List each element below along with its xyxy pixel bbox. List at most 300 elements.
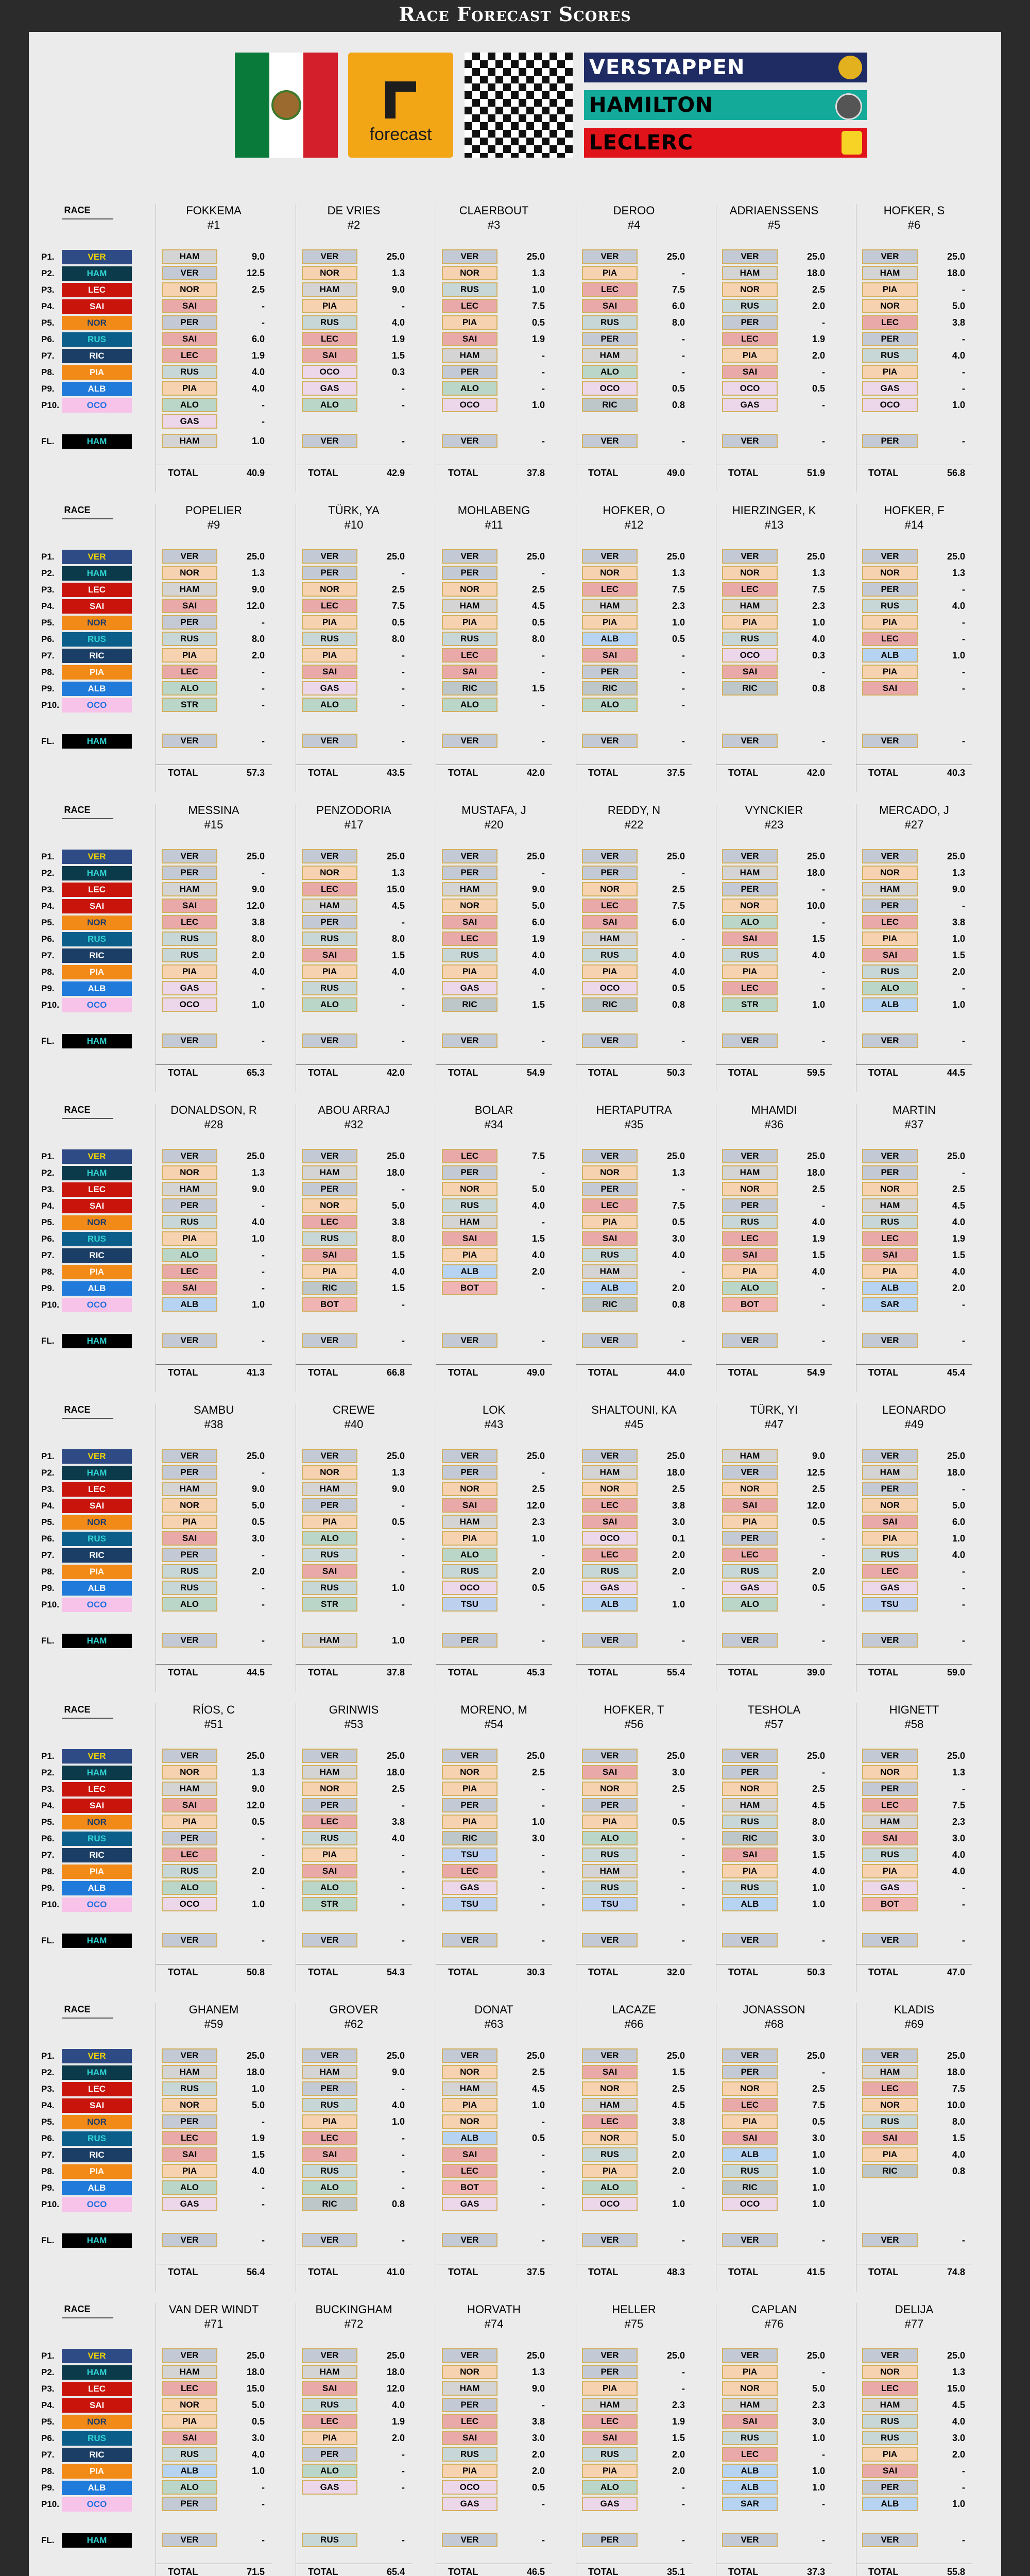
prediction-row	[722, 2131, 825, 2145]
position-label: P1.	[41, 852, 55, 861]
fastest-lap-points: -	[262, 1335, 265, 1346]
prediction-points: 25.0	[386, 1751, 405, 1761]
prediction-row	[582, 365, 685, 379]
prediction-points: -	[542, 2149, 545, 2160]
player-number: #43	[484, 1418, 504, 1431]
player-name: ADRIAENSSENS	[729, 204, 819, 217]
predicted-driver: PIA	[442, 1248, 497, 1262]
predicted-driver: TSU	[442, 1848, 497, 1862]
predicted-driver: RUS	[582, 1564, 638, 1579]
prediction-row	[862, 2164, 965, 2178]
total-row	[156, 1064, 272, 1080]
fastest-lap-points: -	[262, 1635, 265, 1646]
predicted-driver: HAM	[162, 582, 217, 597]
prediction-row	[162, 1548, 265, 1562]
prediction-row	[862, 1581, 965, 1595]
prediction-points: 9.0	[812, 1451, 825, 1461]
prediction-row	[162, 266, 265, 280]
prediction-row	[302, 1465, 405, 1480]
prediction-points: -	[262, 1599, 265, 1609]
position-label: P9.	[41, 984, 55, 993]
prediction-points: 4.0	[672, 950, 685, 960]
prediction-row	[162, 1848, 265, 1862]
prediction-points: -	[542, 1850, 545, 1860]
position-label: P5.	[41, 1817, 55, 1827]
prediction-points: -	[962, 667, 965, 677]
player-column	[436, 2003, 552, 2292]
predicted-driver: VER	[162, 549, 217, 564]
predicted-driver: HAM	[862, 1465, 918, 1480]
fastest-lap-points: -	[262, 1935, 265, 1945]
fastest-lap-row	[442, 734, 545, 748]
prediction-points: 12.0	[246, 601, 265, 611]
fastest-lap-label: FL.	[41, 436, 55, 446]
race-label: RACE	[64, 1404, 91, 1415]
total-label: TOTAL	[588, 1667, 619, 1677]
prediction-row	[582, 915, 685, 929]
race-driver-cell: VER	[62, 1449, 132, 1464]
prediction-points: 4.5	[672, 2100, 685, 2110]
prediction-points: -	[682, 2482, 685, 2493]
predicted-driver: LEC	[302, 2131, 357, 2145]
prediction-row	[302, 2098, 405, 2112]
predicted-driver: SAI	[582, 915, 638, 929]
prediction-points: -	[402, 2149, 405, 2160]
prediction-row	[862, 1449, 965, 1463]
total-label: TOTAL	[588, 2567, 619, 2576]
player-number: #12	[624, 518, 644, 531]
predicted-driver: PER	[302, 2081, 357, 2096]
prediction-points: -	[822, 2499, 825, 2509]
player-name: SAMBU	[193, 1403, 234, 1416]
prediction-points: 1.9	[812, 334, 825, 344]
total-row	[156, 2264, 272, 2279]
prediction-points: 3.0	[952, 1833, 965, 1843]
fastest-lap-driver: VER	[582, 1933, 638, 1947]
prediction-row	[862, 2497, 965, 2511]
predicted-driver: SAI	[302, 1248, 357, 1262]
prediction-points: 25.0	[947, 1451, 965, 1461]
prediction-row	[442, 1182, 545, 1196]
race-driver-cell: RUS	[62, 332, 132, 347]
prediction-row	[162, 1782, 265, 1796]
predicted-driver: LEC	[862, 2081, 918, 2096]
prediction-points: -	[542, 650, 545, 660]
prediction-row	[582, 1198, 685, 1213]
prediction-points: -	[262, 2199, 265, 2209]
prediction-row	[162, 915, 265, 929]
prediction-row	[862, 1231, 965, 1246]
total-value: 40.3	[947, 768, 965, 778]
fastest-lap-points: -	[682, 1935, 685, 1945]
predicted-driver: RIC	[722, 1831, 778, 1845]
prediction-row	[442, 2480, 545, 2495]
predicted-driver: NOR	[442, 1482, 497, 1496]
total-value: 48.3	[666, 2267, 685, 2277]
fastest-lap-row	[862, 1933, 965, 1947]
total-value: 66.8	[386, 1367, 405, 1378]
predicted-driver: LEC	[442, 2164, 497, 2178]
total-label: TOTAL	[448, 1067, 478, 1078]
predicted-driver: PER	[862, 332, 918, 346]
prediction-row	[722, 1165, 825, 1180]
prediction-points: -	[682, 868, 685, 878]
fastest-lap-row	[862, 734, 965, 748]
race-driver-cell: VER	[62, 850, 132, 864]
prediction-row	[442, 1231, 545, 1246]
predicted-driver: PER	[722, 1531, 778, 1546]
prediction-row	[582, 964, 685, 979]
prediction-points: 18.0	[806, 268, 825, 278]
prediction-points: 2.3	[812, 2400, 825, 2410]
race-label: RACE	[64, 505, 91, 515]
predicted-driver: HAM	[582, 599, 638, 613]
predicted-driver: VER	[722, 849, 778, 863]
prediction-points: 1.0	[812, 2182, 825, 2193]
prediction-row	[442, 549, 545, 564]
predicted-driver: SAI	[582, 1515, 638, 1529]
prediction-points: 1.0	[812, 2482, 825, 2493]
predicted-driver: SAI	[302, 665, 357, 679]
predicted-driver: PIA	[162, 381, 217, 396]
player-name: SHALTOUNI, KA	[591, 1403, 677, 1416]
prediction-points: 1.3	[672, 568, 685, 578]
total-label: TOTAL	[868, 1367, 899, 1378]
predicted-driver: PER	[162, 1831, 217, 1845]
predicted-driver: VER	[722, 1465, 778, 1480]
prediction-row	[162, 948, 265, 962]
prediction-points: -	[262, 617, 265, 628]
fastest-lap-row	[582, 1633, 685, 1648]
prediction-points: 25.0	[666, 1151, 685, 1161]
predicted-driver: GAS	[302, 381, 357, 396]
prediction-points: 4.5	[531, 2083, 545, 2094]
predicted-driver: PIA	[582, 2381, 638, 2396]
predicted-driver: PER	[442, 866, 497, 880]
fastest-lap-points: -	[962, 1335, 965, 1346]
prediction-points: -	[962, 983, 965, 993]
total-row	[296, 1064, 412, 1080]
prediction-points: 1.3	[391, 268, 405, 278]
prediction-points: 2.0	[251, 650, 265, 660]
prediction-row	[302, 249, 405, 264]
prediction-points: 2.0	[952, 967, 965, 977]
predicted-driver: PER	[162, 1548, 217, 1562]
prediction-row	[862, 1531, 965, 1546]
predicted-driver: PIA	[442, 615, 497, 630]
prediction-points: 18.0	[246, 2067, 265, 2077]
prediction-row	[862, 931, 965, 946]
prediction-points: 1.0	[672, 2199, 685, 2209]
prediction-row	[862, 381, 965, 396]
prediction-row	[722, 1515, 825, 1529]
prediction-points: -	[682, 1899, 685, 1909]
prediction-row	[722, 1880, 825, 1895]
prediction-row	[582, 1449, 685, 1463]
total-label: TOTAL	[868, 2267, 899, 2277]
predicted-driver: RUS	[722, 1564, 778, 1579]
prediction-row	[442, 1281, 545, 1295]
prediction-points: 1.0	[812, 1883, 825, 1893]
prediction-row	[302, 681, 405, 696]
prediction-row	[302, 882, 405, 896]
position-label: P3.	[41, 885, 55, 894]
total-value: 44.5	[246, 1667, 265, 1677]
fastest-lap-points: -	[402, 736, 405, 746]
predicted-driver: SAI	[582, 2065, 638, 2079]
prediction-row	[302, 315, 405, 330]
predicted-driver: HAM	[722, 599, 778, 613]
total-value: 42.0	[526, 768, 545, 778]
prediction-row	[722, 1248, 825, 1262]
predicted-driver: ALB	[722, 2464, 778, 2478]
prediction-points: 2.5	[672, 884, 685, 894]
player-column	[576, 1703, 692, 1992]
prediction-row	[582, 698, 685, 712]
prediction-points: 1.9	[391, 2416, 405, 2427]
prediction-row	[862, 299, 965, 313]
prediction-points: 4.5	[391, 901, 405, 911]
player-column	[716, 804, 832, 1092]
predicted-driver: RUS	[442, 948, 497, 962]
prediction-points: -	[402, 667, 405, 677]
prediction-points: 0.5	[531, 617, 545, 628]
predicted-driver: LEC	[722, 332, 778, 346]
prediction-row	[302, 2431, 405, 2445]
predicted-driver: LEC	[862, 1564, 918, 1579]
predicted-driver: PIA	[162, 964, 217, 979]
race-driver-cell: RIC	[62, 1548, 132, 1563]
prediction-row	[722, 566, 825, 580]
prediction-points: -	[962, 1599, 965, 1609]
prediction-points: 6.0	[531, 917, 545, 927]
player-number: #49	[904, 1418, 924, 1431]
fastest-lap-driver: VER	[862, 734, 918, 748]
predicted-driver: ALB	[862, 1281, 918, 1295]
prediction-row	[162, 332, 265, 346]
predicted-driver: PER	[722, 2065, 778, 2079]
prediction-points: -	[402, 983, 405, 993]
player-name: REDDY, N	[607, 804, 661, 817]
prediction-row	[582, 2381, 685, 2396]
total-label: TOTAL	[588, 1067, 619, 1078]
prediction-points: -	[542, 2400, 545, 2410]
prediction-points: -	[682, 367, 685, 377]
fastest-lap-points: -	[262, 2535, 265, 2545]
fastest-lap-driver: VER	[722, 1633, 778, 1648]
predicted-driver: ALB	[582, 1281, 638, 1295]
prediction-points: 5.0	[531, 901, 545, 911]
predicted-driver: NOR	[162, 1765, 217, 1780]
prediction-row	[302, 1531, 405, 1546]
prediction-row	[582, 1264, 685, 1279]
prediction-points: 2.5	[812, 1784, 825, 1794]
prediction-row	[862, 899, 965, 913]
predicted-driver: ALO	[722, 1597, 778, 1612]
total-value: 46.5	[526, 2567, 545, 2576]
prediction-row	[162, 1815, 265, 1829]
prediction-row	[162, 648, 265, 663]
prediction-points: 12.5	[246, 268, 265, 278]
prediction-points: -	[682, 334, 685, 344]
predicted-driver: PIA	[862, 2147, 918, 2162]
predicted-driver: NOR	[442, 2065, 497, 2079]
prediction-points: -	[542, 2499, 545, 2509]
prediction-row	[582, 2197, 685, 2211]
fastest-lap-label: FL.	[41, 1336, 55, 1346]
predicted-driver: RUS	[582, 1248, 638, 1262]
predicted-driver: SAI	[722, 1248, 778, 1262]
prediction-row	[302, 698, 405, 712]
race-legend	[41, 504, 113, 792]
fastest-lap-row	[582, 1333, 685, 1348]
prediction-points: 1.0	[812, 2433, 825, 2443]
prediction-row	[442, 282, 545, 297]
total-separator	[436, 1064, 552, 1065]
prediction-row	[722, 582, 825, 597]
predicted-driver: PER	[162, 1198, 217, 1213]
prediction-points: 2.0	[251, 1866, 265, 1876]
total-separator	[576, 1364, 692, 1365]
prediction-points: -	[402, 2466, 405, 2476]
prediction-row	[162, 1880, 265, 1895]
prediction-points: 25.0	[386, 2350, 405, 2361]
prediction-row	[442, 1897, 545, 1911]
prediction-points: -	[822, 667, 825, 677]
predicted-driver: PER	[582, 665, 638, 679]
prediction-points: 4.0	[251, 967, 265, 977]
predicted-driver: PIA	[582, 1215, 638, 1229]
fastest-lap-driver: VER	[722, 734, 778, 748]
predicted-driver: SAI	[162, 1798, 217, 1812]
prediction-points: 0.8	[812, 683, 825, 693]
predicted-driver: VER	[302, 549, 357, 564]
prediction-points: -	[682, 683, 685, 693]
prediction-points: 25.0	[246, 2350, 265, 2361]
player-name: HORVATH	[467, 2303, 521, 2316]
player-name: CAPLAN	[751, 2303, 797, 2316]
predicted-driver: NOR	[722, 1782, 778, 1796]
prediction-row	[722, 665, 825, 679]
total-label: TOTAL	[168, 468, 198, 478]
predicted-driver: PIA	[862, 615, 918, 630]
predicted-driver: GAS	[442, 2497, 497, 2511]
predicted-driver: PIA	[722, 2114, 778, 2129]
fastest-lap-points: -	[822, 736, 825, 746]
total-value: 45.4	[947, 1367, 965, 1378]
prediction-row	[722, 997, 825, 1012]
player-column	[436, 1703, 552, 1992]
prediction-points: -	[262, 416, 265, 427]
prediction-row	[442, 632, 545, 646]
prediction-row	[162, 414, 265, 429]
predicted-driver: SAI	[302, 1864, 357, 1878]
predicted-driver: NOR	[582, 882, 638, 896]
predicted-driver: LEC	[862, 315, 918, 330]
prediction-row	[442, 2414, 545, 2429]
fastest-lap-driver: VER	[582, 1633, 638, 1648]
prediction-row	[722, 2447, 825, 2462]
predicted-driver: NOR	[722, 1182, 778, 1196]
race-label: RACE	[64, 2304, 91, 2314]
race-driver-cell: HAM	[62, 2065, 132, 2080]
predicted-driver: RUS	[442, 1564, 497, 1579]
prediction-points: 1.0	[952, 400, 965, 410]
race-driver-cell: NOR	[62, 316, 132, 330]
predicted-driver: HAM	[162, 2365, 217, 2379]
predicted-driver: PER	[862, 899, 918, 913]
position-label: P4.	[41, 2400, 55, 2410]
prediction-row	[162, 1231, 265, 1246]
predicted-driver: ALO	[162, 398, 217, 412]
prediction-row	[302, 931, 405, 946]
prediction-row	[862, 549, 965, 564]
prediction-row	[582, 1215, 685, 1229]
prediction-points: 1.3	[391, 1467, 405, 1478]
prediction-row	[442, 348, 545, 363]
prediction-points: 25.0	[806, 551, 825, 562]
predicted-driver: RUS	[162, 1215, 217, 1229]
prediction-row	[862, 2365, 965, 2379]
player-name: HIGNETT	[889, 1703, 939, 1716]
prediction-points: 2.0	[251, 950, 265, 960]
total-value: 35.1	[666, 2567, 685, 2576]
player-number: #11	[485, 518, 503, 531]
race-label-underline	[62, 1118, 113, 1119]
position-label: P9.	[41, 384, 55, 394]
predicted-driver: SAI	[722, 2414, 778, 2429]
total-separator	[716, 1664, 832, 1665]
predicted-driver: RIC	[582, 398, 638, 412]
position-label: P4.	[41, 1501, 55, 1511]
predicted-driver: HAM	[722, 866, 778, 880]
prediction-row	[582, 549, 685, 564]
predicted-driver: BOT	[442, 2180, 497, 2195]
prediction-row	[302, 1182, 405, 1196]
prediction-row	[862, 1182, 965, 1196]
prediction-row	[722, 1498, 825, 1513]
predicted-driver: STR	[162, 698, 217, 712]
predicted-driver: RUS	[302, 981, 357, 995]
predicted-driver: RUS	[162, 365, 217, 379]
position-label: P1.	[41, 552, 55, 562]
predicted-driver: ALO	[302, 1531, 357, 1546]
predicted-driver: VER	[582, 849, 638, 863]
total-separator	[716, 1364, 832, 1365]
predicted-driver: VER	[862, 1149, 918, 1163]
hamilton-banner	[584, 90, 867, 120]
prediction-row	[722, 1465, 825, 1480]
predicted-driver: VER	[442, 2348, 497, 2363]
prediction-points: 25.0	[947, 251, 965, 262]
prediction-points: -	[962, 2482, 965, 2493]
total-label: TOTAL	[168, 2567, 198, 2576]
position-label: P4.	[41, 301, 55, 311]
player-number: #63	[484, 2018, 504, 2030]
prediction-row	[442, 2431, 545, 2445]
fastest-lap-row	[582, 1933, 685, 1947]
fastest-lap-row	[442, 1333, 545, 1348]
prediction-row	[302, 299, 405, 313]
prediction-points: 25.0	[806, 851, 825, 861]
prediction-points: -	[262, 1200, 265, 1211]
prediction-points: -	[542, 1550, 545, 1560]
predicted-driver: OCO	[162, 997, 217, 1012]
prediction-row	[442, 1831, 545, 1845]
predicted-driver: LEC	[862, 1231, 918, 1246]
prediction-row	[862, 1548, 965, 1562]
predicted-driver: BOT	[302, 1297, 357, 1312]
